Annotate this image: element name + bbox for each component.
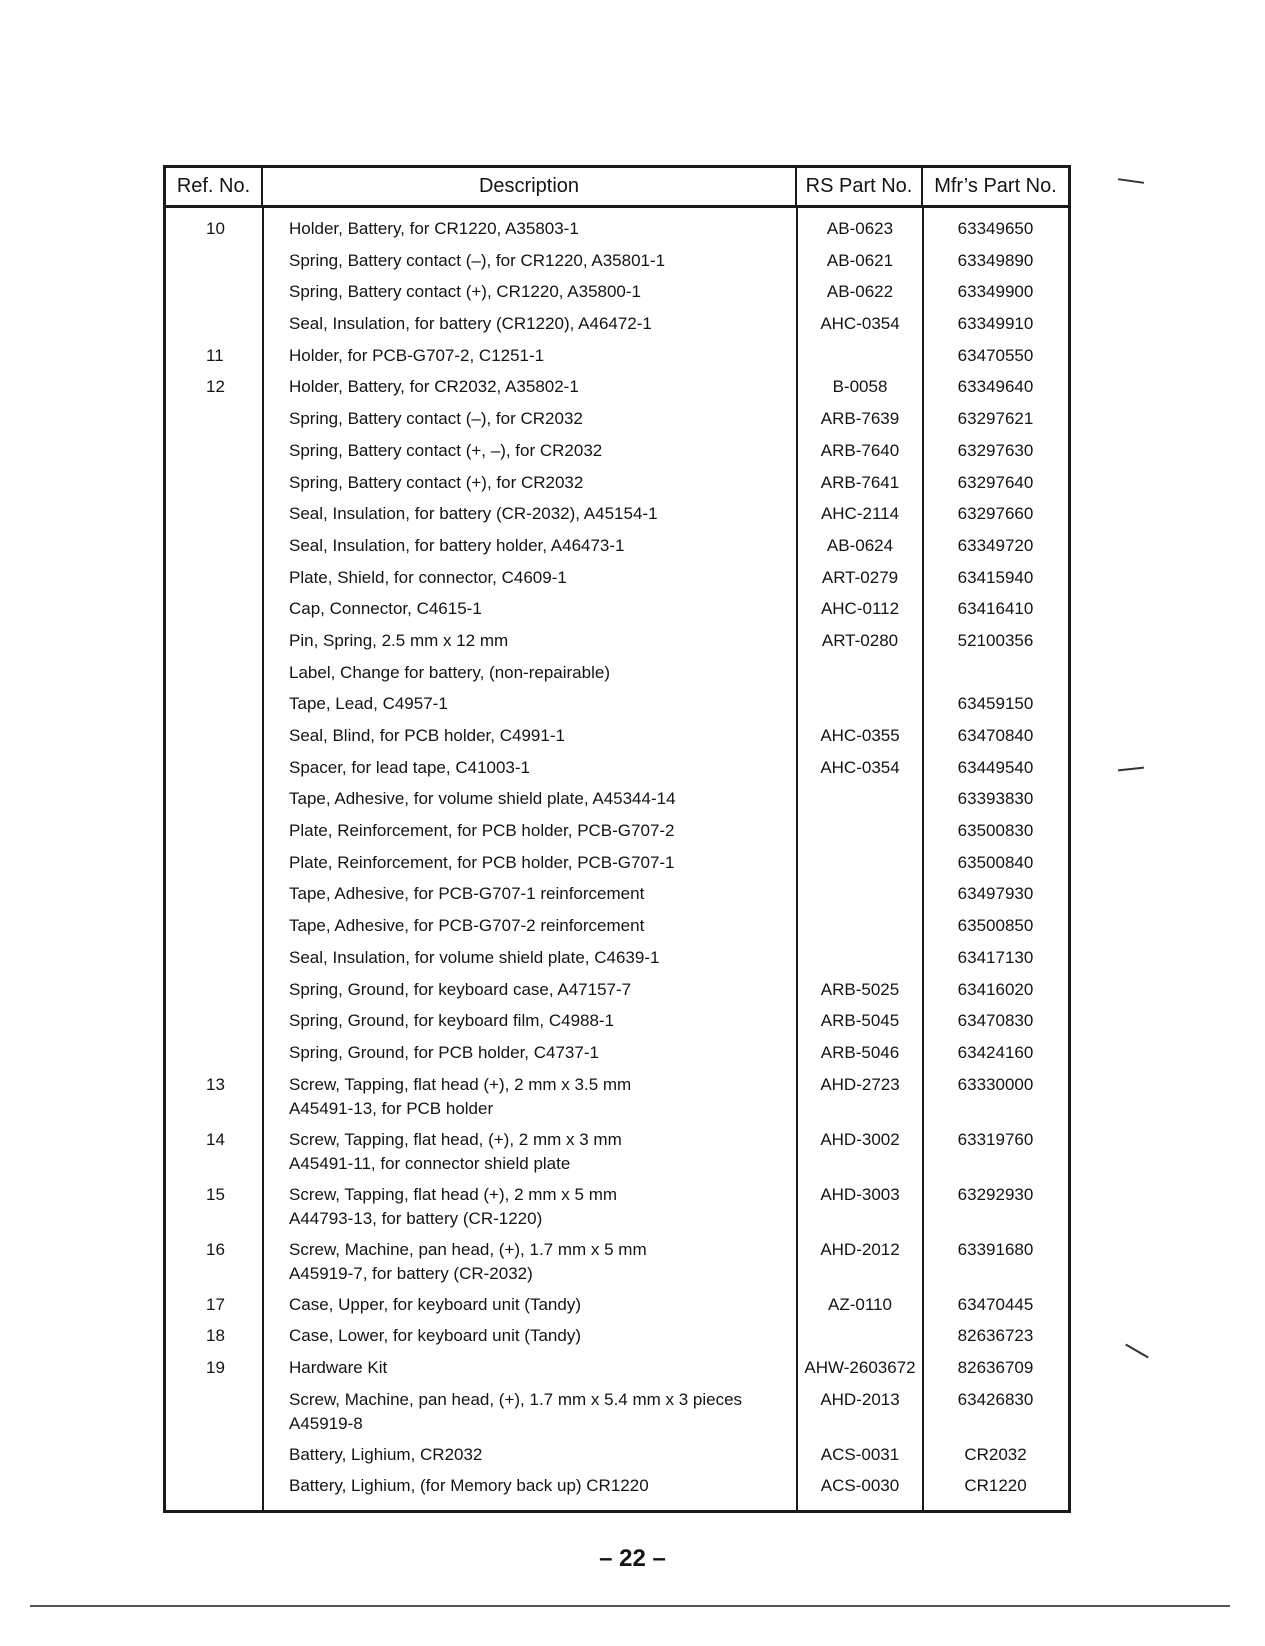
- cell-rs-part-no: AHD-3003: [820, 1184, 900, 1204]
- cell-ref-no: [166, 724, 263, 756]
- cell-rs-part-no: AHD-2012: [820, 1239, 900, 1259]
- cell-mfr-part-no: 63330000: [957, 1074, 1034, 1094]
- cell-rs-part-no: AHC-0355: [820, 726, 900, 745]
- cell-description: Plate, Shield, for connector, C4609-1: [289, 567, 567, 587]
- header-rs-part-no: RS Part No.: [797, 168, 923, 205]
- table-row: [166, 724, 1068, 756]
- cell-ref-no: [166, 280, 263, 312]
- cell-rs-part-no: [797, 661, 923, 693]
- cell-mfr-part-no: 63349720: [957, 535, 1034, 555]
- cell-description: Case, Lower, for keyboard unit (Tandy): [289, 1326, 581, 1346]
- footer-rule: [30, 1605, 1230, 1607]
- cell-mfr-part-no: 63470840: [957, 726, 1034, 745]
- cell-description: Hardware Kit: [289, 1357, 388, 1377]
- cell-rs-part-no: AB-0624: [826, 535, 894, 555]
- table-row: [166, 375, 1068, 407]
- table-row: [166, 1073, 1068, 1128]
- table-row: [166, 851, 1068, 883]
- cell-description: Spring, Battery contact (–), for CR1220, A35801-1: [289, 250, 666, 270]
- cell-rs-part-no: [797, 692, 923, 724]
- cell-mfr-part-no: 63470550: [957, 345, 1034, 365]
- cell-rs-part-no: [797, 344, 923, 376]
- cell-rs-part-no: AHD-2723: [820, 1074, 900, 1094]
- cell-rs-part-no: AB-0621: [826, 250, 894, 270]
- cell-mfr-part-no: 63459150: [957, 694, 1034, 714]
- cell-description: Spring, Battery contact (+, –), for CR2032: [289, 440, 603, 460]
- cell-mfr-part-no: 63417130: [957, 947, 1034, 967]
- cell-rs-part-no: ACS-0030: [820, 1476, 900, 1496]
- cell-description: Spacer, for lead tape, C41003-1: [289, 757, 530, 777]
- cell-mfr-part-no: 52100356: [957, 630, 1034, 650]
- margin-mark: [1125, 1344, 1149, 1359]
- cell-mfr-part-no: CR1220: [964, 1476, 1027, 1496]
- margin-mark: [1118, 178, 1144, 184]
- cell-mfr-part-no: 63349910: [957, 314, 1034, 334]
- cell-rs-part-no: AHC-0112: [820, 599, 900, 619]
- cell-rs-part-no: B-0058: [832, 377, 888, 397]
- cell-description: Screw, Tapping, flat head (+), 2 mm x 5 mm A44793-13, for battery (CR-1220): [289, 1184, 618, 1228]
- cell-ref-no: [166, 629, 263, 661]
- cell-mfr-part-no: [923, 661, 1068, 693]
- cell-rs-part-no: AHD-3002: [820, 1129, 900, 1149]
- cell-mfr-part-no: 63349890: [957, 250, 1034, 270]
- cell-mfr-part-no: 63393830: [957, 789, 1034, 809]
- cell-ref-no: 19: [206, 1357, 225, 1377]
- table-row: [166, 534, 1068, 566]
- column-divider: [922, 208, 924, 1510]
- cell-mfr-part-no: 63297640: [957, 472, 1034, 492]
- cell-mfr-part-no: 63424160: [957, 1042, 1034, 1062]
- table-row: [166, 1324, 1068, 1356]
- cell-ref-no: [166, 249, 263, 281]
- cell-description: Spring, Battery contact (+), for CR2032: [289, 472, 584, 492]
- cell-rs-part-no: AHD-2013: [820, 1389, 900, 1409]
- cell-ref-no: [166, 502, 263, 534]
- cell-mfr-part-no: 63319760: [957, 1129, 1034, 1149]
- table-body: [166, 208, 1068, 1510]
- cell-rs-part-no: [797, 787, 923, 819]
- table-row: [166, 978, 1068, 1010]
- cell-rs-part-no: ART-0279: [821, 567, 899, 587]
- table-row: [166, 344, 1068, 376]
- table-row: [166, 1183, 1068, 1238]
- parts-list-table: [163, 165, 1071, 1513]
- cell-mfr-part-no: 63349900: [957, 282, 1034, 302]
- table-row: [166, 1128, 1068, 1183]
- cell-ref-no: [166, 566, 263, 598]
- cell-ref-no: [166, 597, 263, 629]
- table-row: [166, 882, 1068, 914]
- cell-ref-no: [166, 439, 263, 471]
- table-row: [166, 1443, 1068, 1475]
- column-divider: [796, 208, 798, 1510]
- cell-description: Spring, Battery contact (+), CR1220, A35800-1: [289, 282, 642, 302]
- cell-description: Spring, Ground, for keyboard case, A47157-7: [289, 979, 632, 999]
- table-row: [166, 1293, 1068, 1325]
- cell-description: Holder, Battery, for CR1220, A35803-1: [289, 219, 579, 238]
- cell-description: Tape, Adhesive, for PCB-G707-1 reinforcement: [289, 884, 645, 904]
- cell-mfr-part-no: 63500830: [957, 821, 1034, 841]
- cell-description: Seal, Insulation, for volume shield plate, C4639-1: [289, 947, 660, 967]
- cell-rs-part-no: [797, 882, 923, 914]
- cell-rs-part-no: [797, 914, 923, 946]
- cell-mfr-part-no: 63297660: [957, 504, 1034, 524]
- cell-description: Screw, Tapping, flat head, (+), 2 mm x 3 mm A45491-11, for connector shield plate: [289, 1129, 622, 1173]
- table-row: [166, 1388, 1068, 1443]
- cell-description: Tape, Adhesive, for PCB-G707-2 reinforcement: [289, 916, 645, 936]
- cell-description: Plate, Reinforcement, for PCB holder, PCB-G707-1: [289, 852, 675, 872]
- cell-description: Tape, Adhesive, for volume shield plate, A45344-14: [289, 789, 676, 809]
- cell-ref-no: [166, 471, 263, 503]
- cell-ref-no: 13: [206, 1074, 225, 1094]
- cell-rs-part-no: AHC-2114: [820, 504, 900, 524]
- cell-rs-part-no: [797, 1324, 923, 1356]
- table-row: [166, 1041, 1068, 1073]
- cell-rs-part-no: [797, 946, 923, 978]
- cell-rs-part-no: ARB-7640: [820, 440, 900, 460]
- cell-rs-part-no: [797, 819, 923, 851]
- cell-mfr-part-no: 63297621: [957, 409, 1034, 429]
- cell-rs-part-no: AHC-0354: [820, 757, 900, 777]
- cell-description: Seal, Insulation, for battery (CR1220), A46472-1: [289, 314, 652, 334]
- table-row: [166, 1238, 1068, 1293]
- cell-mfr-part-no: CR2032: [964, 1444, 1027, 1464]
- cell-ref-no: [166, 978, 263, 1010]
- cell-rs-part-no: ARB-7641: [820, 472, 900, 492]
- table-row: [166, 787, 1068, 819]
- cell-ref-no: [166, 692, 263, 724]
- table-row: [166, 439, 1068, 471]
- cell-ref-no: [166, 946, 263, 978]
- cell-mfr-part-no: 63497930: [957, 884, 1034, 904]
- table-row: [166, 946, 1068, 978]
- cell-ref-no: 10: [206, 219, 225, 238]
- cell-mfr-part-no: 63416410: [957, 599, 1034, 619]
- cell-rs-part-no: [797, 851, 923, 883]
- cell-description: Tape, Lead, C4957-1: [289, 694, 448, 714]
- column-divider: [262, 208, 264, 1510]
- cell-description: Plate, Reinforcement, for PCB holder, PCB-G707-2: [289, 821, 675, 841]
- cell-rs-part-no: ARB-5046: [820, 1042, 900, 1062]
- cell-description: Case, Upper, for keyboard unit (Tandy): [289, 1294, 581, 1314]
- cell-ref-no: 16: [206, 1239, 225, 1259]
- cell-ref-no: [166, 914, 263, 946]
- table-row: [166, 819, 1068, 851]
- cell-ref-no: 17: [206, 1294, 225, 1314]
- margin-mark: [1118, 767, 1144, 772]
- table-header: [166, 168, 1068, 208]
- cell-description: Spring, Ground, for keyboard film, C4988-1: [289, 1011, 615, 1031]
- cell-description: Holder, Battery, for CR2032, A35802-1: [289, 377, 579, 397]
- cell-description: Cap, Connector, C4615-1: [289, 599, 482, 619]
- cell-rs-part-no: AB-0622: [826, 282, 894, 302]
- cell-ref-no: [166, 1041, 263, 1073]
- cell-description: Holder, for PCB-G707-2, C1251-1: [289, 345, 545, 365]
- cell-ref-no: [166, 312, 263, 344]
- cell-mfr-part-no: 63349650: [957, 219, 1034, 238]
- cell-ref-no: [166, 407, 263, 439]
- cell-ref-no: [166, 1474, 263, 1506]
- cell-rs-part-no: AZ-0110: [828, 1294, 892, 1314]
- cell-mfr-part-no: 63426830: [957, 1389, 1034, 1409]
- table-row: [166, 566, 1068, 598]
- cell-mfr-part-no: 63415940: [957, 567, 1034, 587]
- cell-mfr-part-no: 63416020: [957, 979, 1034, 999]
- cell-description: Seal, Blind, for PCB holder, C4991-1: [289, 726, 565, 745]
- cell-mfr-part-no: 63292930: [957, 1184, 1034, 1204]
- cell-rs-part-no: ARB-5025: [820, 979, 900, 999]
- cell-description: Battery, Lighium, CR2032: [289, 1444, 483, 1464]
- table-row: [166, 1474, 1068, 1506]
- table-row: [166, 1356, 1068, 1388]
- cell-mfr-part-no: 63297630: [957, 440, 1034, 460]
- cell-mfr-part-no: 63500850: [957, 916, 1034, 936]
- cell-rs-part-no: AHC-0354: [820, 314, 900, 334]
- table-row: [166, 471, 1068, 503]
- table-row: [166, 407, 1068, 439]
- cell-description: Screw, Machine, pan head, (+), 1.7 mm x 5.4 mm x 3 pieces A45919-8: [289, 1389, 743, 1433]
- table-row: [166, 312, 1068, 344]
- table-row: [166, 502, 1068, 534]
- cell-description: Seal, Insulation, for battery (CR-2032), A45154-1: [289, 504, 658, 524]
- header-ref-no: Ref. No.: [166, 168, 263, 205]
- cell-ref-no: 15: [206, 1184, 225, 1204]
- cell-rs-part-no: AHW-2603672: [804, 1357, 916, 1377]
- cell-ref-no: [166, 1009, 263, 1041]
- table-row: [166, 1009, 1068, 1041]
- cell-ref-no: [166, 756, 263, 788]
- cell-mfr-part-no: 82636723: [957, 1326, 1034, 1346]
- cell-ref-no: 14: [206, 1129, 225, 1149]
- cell-ref-no: [166, 882, 263, 914]
- table-row: [166, 914, 1068, 946]
- cell-description: Label, Change for battery, (non-repairable): [289, 662, 610, 682]
- cell-ref-no: [166, 1443, 263, 1475]
- cell-ref-no: [166, 1388, 263, 1443]
- table-row: [166, 217, 1068, 249]
- cell-rs-part-no: ARB-7639: [820, 409, 900, 429]
- header-mfr-part-no: Mfr’s Part No.: [934, 175, 1057, 197]
- table-row: [166, 597, 1068, 629]
- cell-description: Screw, Tapping, flat head (+), 2 mm x 3.5 mm A45491-13, for PCB holder: [289, 1074, 632, 1118]
- table-row: [166, 249, 1068, 281]
- cell-mfr-part-no: 63500840: [957, 852, 1034, 872]
- cell-description: Screw, Machine, pan head, (+), 1.7 mm x 5 mm A45919-7, for battery (CR-2032): [289, 1239, 647, 1283]
- cell-mfr-part-no: 63449540: [957, 757, 1034, 777]
- cell-mfr-part-no: 63391680: [957, 1239, 1034, 1259]
- header-description: Description: [263, 168, 797, 205]
- cell-ref-no: [166, 534, 263, 566]
- cell-ref-no: 11: [206, 345, 224, 365]
- cell-description: Battery, Lighium, (for Memory back up) CR1220: [289, 1476, 649, 1496]
- cell-rs-part-no: ACS-0031: [820, 1444, 900, 1464]
- cell-mfr-part-no: 63349640: [957, 377, 1034, 397]
- cell-rs-part-no: AB-0623: [826, 219, 894, 238]
- cell-mfr-part-no: 63470445: [957, 1294, 1034, 1314]
- cell-description: Spring, Battery contact (–), for CR2032: [289, 409, 583, 429]
- cell-ref-no: [166, 787, 263, 819]
- cell-description: Pin, Spring, 2.5 mm x 12 mm: [289, 630, 509, 650]
- cell-ref-no: 12: [206, 377, 225, 397]
- table-row: [166, 661, 1068, 693]
- table-row: [166, 692, 1068, 724]
- cell-ref-no: [166, 851, 263, 883]
- page-number: – 22 –: [599, 1545, 666, 1572]
- cell-description: Seal, Insulation, for battery holder, A46473-1: [289, 535, 625, 555]
- table-row: [166, 629, 1068, 661]
- cell-mfr-part-no: 63470830: [957, 1011, 1034, 1031]
- cell-rs-part-no: ARB-5045: [820, 1011, 900, 1031]
- cell-rs-part-no: ART-0280: [821, 630, 899, 650]
- cell-description: Spring, Ground, for PCB holder, C4737-1: [289, 1042, 599, 1062]
- cell-mfr-part-no: 82636709: [957, 1357, 1034, 1377]
- cell-ref-no: [166, 819, 263, 851]
- cell-ref-no: 18: [206, 1326, 225, 1346]
- cell-ref-no: [166, 661, 263, 693]
- table-row: [166, 280, 1068, 312]
- table-row: [166, 756, 1068, 788]
